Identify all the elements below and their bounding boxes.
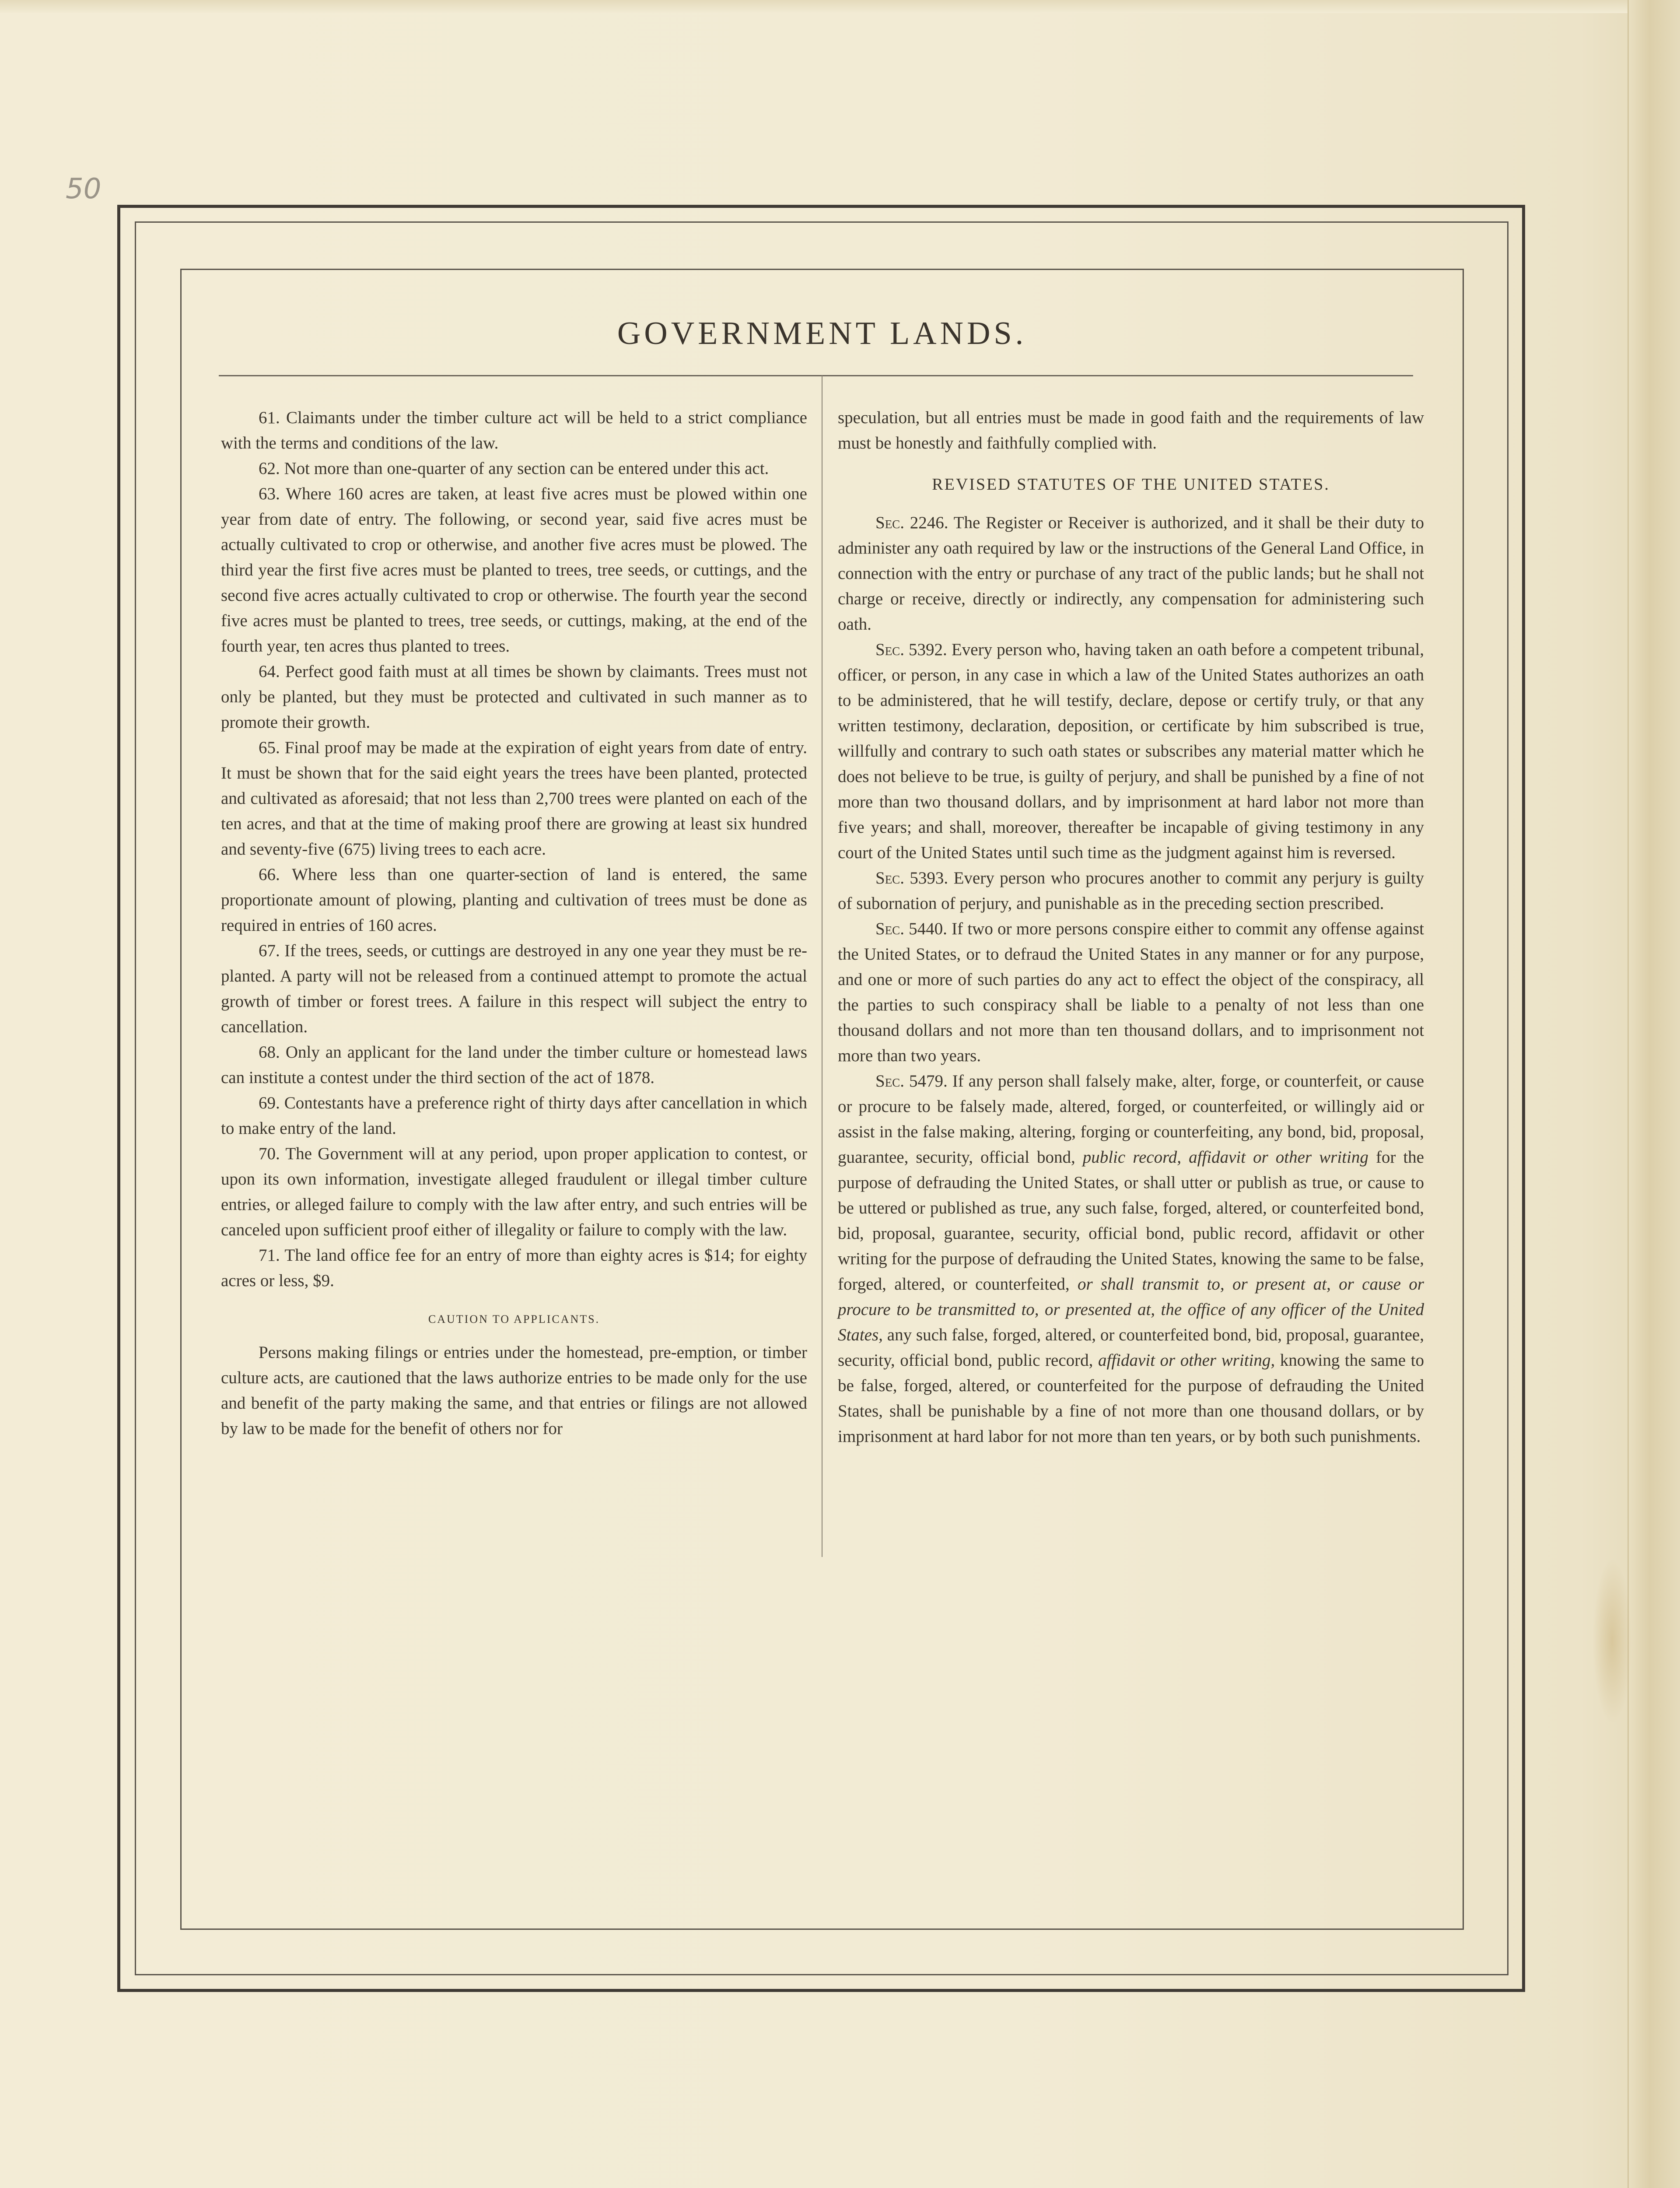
paragraph-64: 64. Perfect good faith must at all times be shown by claimants. Trees must not only be planted, but they must be protected and cultivated in such manner as to promote their growth. [221, 662, 807, 732]
section-text: Every person who, having taken an oath before a competent tribunal, officer, or person, in any case in which a law of the United States authorizes an oath to be administered, that he will testify, declare, depose or certify truly, or that any written testimony, declaration, deposition, or certificate by him subscribed is true, willfully and contrary to such oath states or subscribes any material matter which he does not believe to be true, is guilty of perjury, and shall be punished by a fine of not more than two thousand dollars, and by imprisonment at hard labor not more than five years; and shall, moreover, thereafter be incapable of giving testimony in any court of the United States until such time as the judgment against him is reversed. [838, 640, 1424, 862]
paper-binding-edge [1628, 0, 1680, 2188]
section-number: Sec. 5392. [875, 640, 947, 659]
paragraph-62: 62. Not more than one-quarter of any section can be entered under this act. [259, 459, 769, 478]
section-number: Sec. 5479. [875, 1072, 948, 1090]
page-title: GOVERNMENT LANDS. [617, 316, 1027, 351]
revised-statutes-heading: REVISED STATUTES OF THE UNITED STATES. [932, 475, 1330, 494]
section-5440 [838, 916, 1424, 1069]
section-number: Sec. 2246. [875, 513, 948, 532]
section-text: Every person who procures another to commit any perjury is guilty of subornation of perjury, and punishable as in the preceding section prescribed. [838, 869, 1424, 913]
paragraph-71: 71. The land office fee for an entry of more than eighty acres is $14; for eighty acres or less, $9. [221, 1246, 807, 1290]
section-text: If any person shall falsely make, alter, forge, or counterfeit, or cause or procure to be falsely made, altered, forged, or counterfeited, or willingly aid or assist in the false making, altering, forging or counterfeiting, any bond, bid, proposal, guarantee, security, official bond, [838, 1072, 1424, 1167]
section-5393 [838, 866, 1424, 916]
section-number: Sec. 5393. [875, 869, 948, 887]
caution-paragraph: Persons making filings or entries under the homestead, pre-emption, or timber culture acts, are cautioned that the laws authorize entries to be made only for the use and benefit of the party making the same, and that entries or filings are not allowed by law to be made for the benefit of others nor for [221, 1343, 807, 1438]
paragraph-69: 69. Contestants have a preference right of thirty days after cancellation in which to make entry of the land. [221, 1094, 807, 1138]
paragraph-65: 65. Final proof may be made at the expiration of eight years from date of entry. It must be shown that for the said eight years the trees have been planted, protected and cultivated as aforesaid; that not less than 2,700 trees were planted on each of the ten acres, and that at the time of making proof there are growing at least six hundred and seventy-five (675) living trees to each acre. [221, 738, 807, 859]
section-italic-text: public record, affidavit or other writing [1082, 1148, 1368, 1167]
section-italic-text: or shall transmit to, or present at, or cause or procure to be transmitted to, or presented at, the office of any officer of the United States, [838, 1275, 1424, 1344]
section-2246 [838, 510, 1424, 637]
caution-heading: CAUTION TO APPLICANTS. [428, 1313, 600, 1325]
paper-top-edge [0, 0, 1628, 13]
section-italic-text: affidavit or other writing, [1098, 1351, 1275, 1370]
section-text: knowing the same to be false, forged, altered, or counterfeited for the purpose of defrauding the United States, shall be punishable by a fine of not more than one thousand dollars, or by imprisonment at hard labor for not more than ten years, or by both such punishments. [838, 1351, 1424, 1446]
section-text: The Register or Receiver is authorized, and it shall be their duty to administer any oath required by law or the instructions of the General Land Office, in connection with the entry or purchase of any tract of the public lands; but he shall not charge or receive, directly or indirectly, any compensation for administering such oath. [838, 513, 1424, 634]
right-column [838, 405, 1424, 1449]
paragraph-63: 63. Where 160 acres are taken, at least five acres must be plowed within one year from date of entry. The following, or second year, said five acres must be actually cultivated to crop or otherwise, and another five acres must be plowed. The third year the first five acres must be planted to trees, tree seeds, or cuttings, and the second five acres actually cultivated to crop or otherwise. The fourth year the second five acres must be planted to trees, tree seeds, or cuttings, making, at the end of the fourth year, ten acres thus planted to trees. [221, 484, 807, 656]
section-text: any such false, forged, altered, or counterfeited bond, bid, proposal, guarantee, security, official bond, public record, [838, 1325, 1424, 1370]
section-text: for the purpose of defrauding the United States, or shall utter or publish as true, or cause to be uttered or published as true, any such false, forged, altered, or counterfeited bond, bid, proposal, guarantee, security, official bond, public record, affidavit or other writing for the purpose of defrauding the United States, knowing the same to be false, forged, altered, or counterfeited, [838, 1148, 1424, 1294]
paper-stain [1592, 1558, 1632, 1724]
section-5479 [838, 1069, 1424, 1449]
paragraph-70: 70. The Government will at any period, upon proper application to contest, or upon its own information, investigate alleged fraudulent or illegal timber culture entries, or alleged failure to comply with the law after entry, and such entries will be canceled upon sufficient proof either of illegality or failure to comply with the law. [221, 1144, 807, 1239]
left-column [221, 405, 807, 1441]
section-number: Sec. 5440. [875, 919, 947, 938]
paragraph-66: 66. Where less than one quarter-section of land is entered, the same proportionate amount of plowing, planting and cultivation of trees must be done as required in entries of 160 acres. [221, 865, 807, 935]
page-number: 50 [66, 173, 102, 205]
section-5392 [838, 637, 1424, 866]
paragraph-61: 61. Claimants under the timber culture act will be held to a strict compliance with the terms and conditions of the law. [221, 408, 807, 452]
paragraph-67: 67. If the trees, seeds, or cuttings are destroyed in any one year they must be re-planted. A party will not be released from a continued attempt to promote the actual growth of timber or forest trees. A failure in this respect will subject the entry to cancellation. [221, 941, 807, 1036]
caution-continuation: speculation, but all entries must be made in good faith and the requirements of law must be honestly and faithfully complied with. [838, 408, 1424, 452]
paragraph-68: 68. Only an applicant for the land under the timber culture or homestead laws can institute a contest under the third section of the act of 1878. [221, 1043, 807, 1087]
section-text: If two or more persons conspire either to commit any offense against the United States, or to defraud the United States in any manner or for any purpose, and one or more of such parties do any act to effect the object of the conspiracy, all the parties to such conspiracy shall be liable to a penalty of not less than one thousand dollars and not more than ten thousand dollars, and to imprisonment not more than two years. [838, 919, 1424, 1065]
title-rule [219, 375, 1413, 376]
